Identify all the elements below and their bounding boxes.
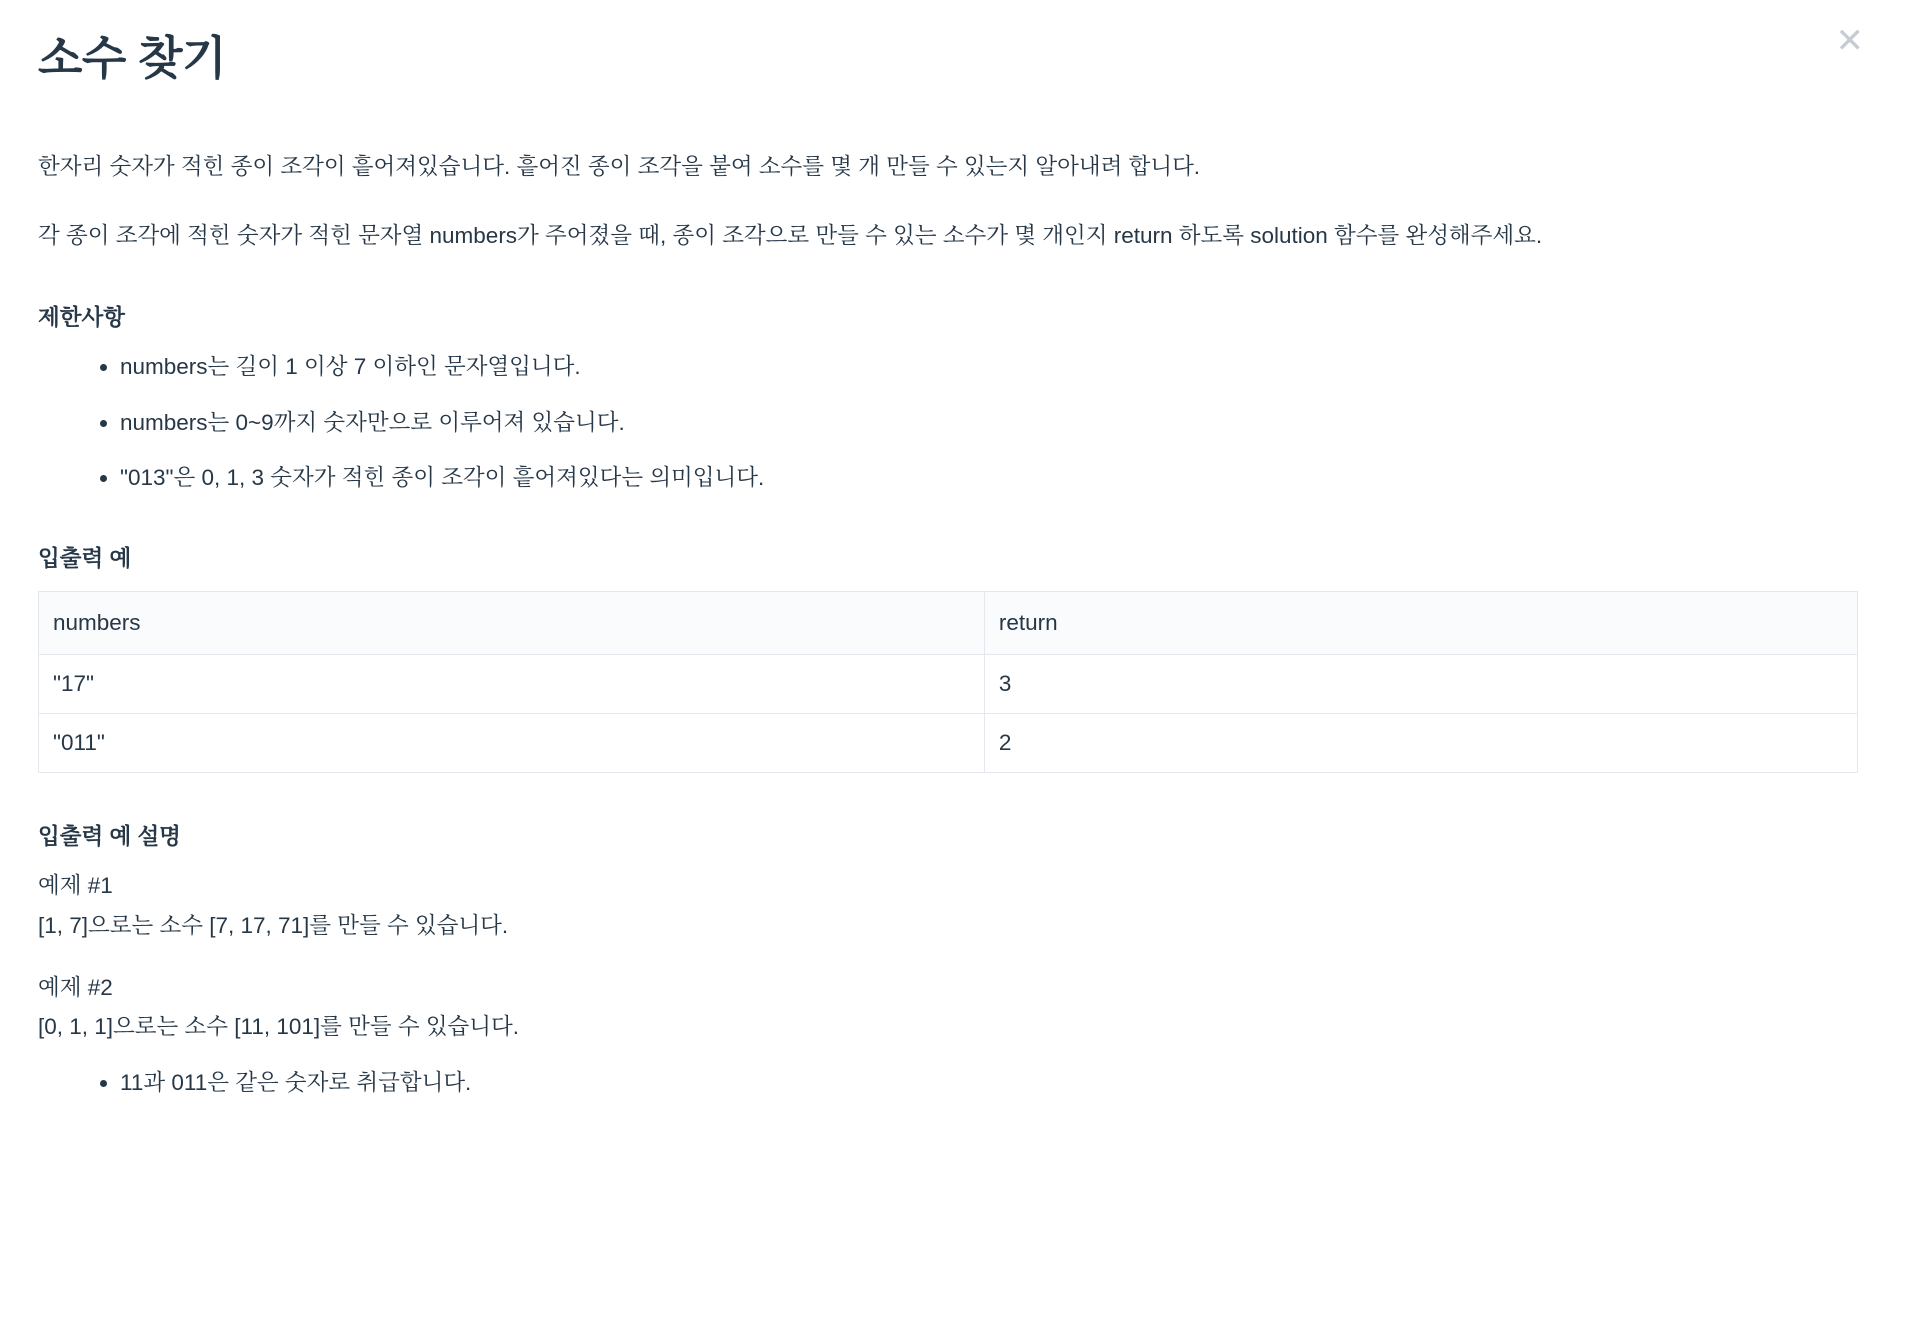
- io-example-heading: 입출력 예: [38, 546, 132, 571]
- cell-return: 3: [984, 655, 1857, 714]
- table-row: [39, 655, 1858, 714]
- column-header-return: return: [984, 592, 1857, 655]
- list-item: • numbers는 길이 1 이상 7 이하인 문자열입니다.: [120, 350, 1860, 384]
- example-2: [38, 971, 1860, 1100]
- example-1-body: [1, 7]으로는 소수 [7, 17, 71]를 만들 수 있습니다.: [38, 912, 509, 938]
- cell-numbers: "17": [39, 655, 985, 714]
- constraints-list: [38, 350, 1860, 495]
- example-2-body: [0, 1, 1]으로는 소수 [11, 101]를 만들 수 있습니다.: [38, 1014, 520, 1040]
- table-header-row: [39, 592, 1858, 655]
- example-2-title: 예제 #2: [38, 974, 113, 1000]
- example-2-notes: [38, 1066, 1860, 1100]
- cell-numbers: "011": [39, 714, 985, 773]
- description-paragraph-2: 각 종이 조각에 적힌 숫자가 적힌 문자열 numbers가 주어졌을 때, 종이 조각으로 만들 수 있는 소수가 몇 개인지 return 하도록 solution 함수를 완성해주세요.: [38, 222, 1543, 248]
- page-title: 소수 찾기: [38, 32, 227, 84]
- description-paragraph-1: 한자리 숫자가 적힌 종이 조각이 흩어져있습니다. 흩어진 종이 조각을 붙여 소수를 몇 개 만들 수 있는지 알아내려 합니다.: [38, 154, 1201, 179]
- column-header-numbers: numbers: [39, 592, 985, 655]
- list-item: • numbers는 0~9까지 숫자만으로 이루어져 있습니다.: [120, 406, 1860, 440]
- cell-return: 2: [984, 714, 1857, 773]
- io-explanation-heading: 입출력 예 설명: [38, 824, 181, 849]
- list-item: • 11과 011은 같은 숫자로 취급합니다.: [120, 1066, 1860, 1100]
- io-example-table: [38, 591, 1858, 773]
- list-item: • "013"은 0, 1, 3 숫자가 적힌 종이 조각이 흩어져있다는 의미입니다.: [120, 461, 1860, 495]
- table-row: [39, 714, 1858, 773]
- constraints-heading: 제한사항: [38, 304, 125, 330]
- example-1-title: 예제 #1: [38, 873, 113, 898]
- close-icon[interactable]: ✕: [1835, 22, 1864, 60]
- example-1: [38, 869, 1860, 943]
